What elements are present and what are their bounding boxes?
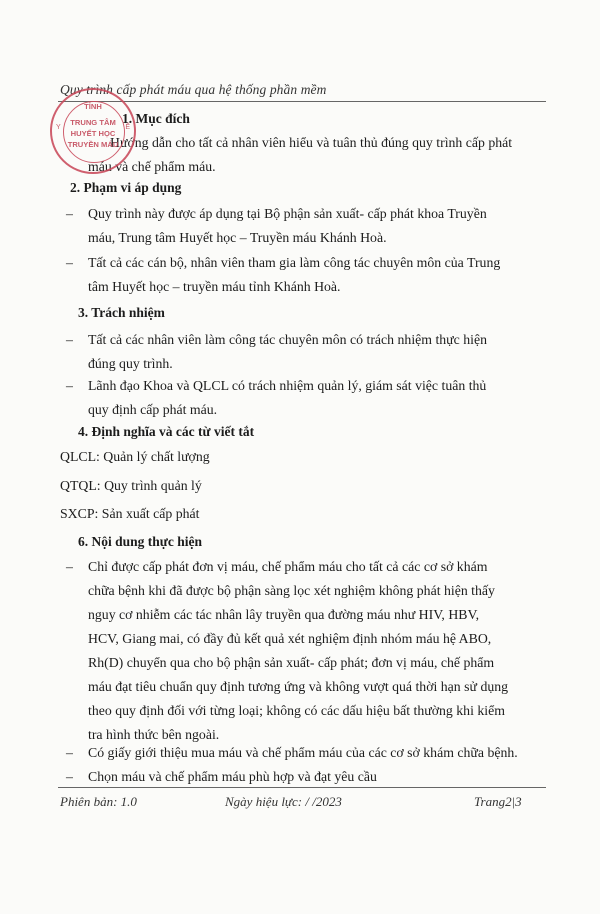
- section-1-line-1: Hướng dẫn cho tất cả nhân viên hiểu và tuân thủ đúng quy trình cấp phát: [110, 135, 513, 150]
- section-2-heading: 2. Phạm vi áp dụng: [70, 180, 182, 195]
- header-title: Quy trình cấp phát máu qua hệ thống phần mềm: [60, 82, 327, 97]
- section-6-bullet-2-text: Có giấy giới thiệu mua máu và chế phẩm máu của các cơ sở khám chữa bệnh.: [88, 745, 518, 760]
- abbr-sxcp: SXCP: Sản xuất cấp phát: [60, 506, 200, 521]
- footer-version: Phiên bản: 1.0: [60, 794, 137, 809]
- section-2-bullet-1-line-1: Quy trình này được áp dụng tại Bộ phận sản xuất- cấp phát khoa Truyền: [88, 206, 487, 221]
- section-3-bullet-2-line-1: Lãnh đạo Khoa và QLCL có trách nhiệm quản lý, giám sát việc tuân thủ: [88, 378, 487, 393]
- section-4-heading: 4. Định nghĩa và các từ viết tắt: [78, 424, 255, 439]
- bullet-dash: –: [66, 769, 73, 784]
- stamp-line-2: TRUNG TÂM: [70, 118, 116, 127]
- footer-page-number: Trang2|3: [474, 794, 522, 809]
- bullet-dash: –: [66, 559, 73, 574]
- section-6-bullet-1-line-1: Chỉ được cấp phát đơn vị máu, chế phẩm máu cho tất cả các cơ sở khám: [88, 559, 488, 574]
- section-2-bullet-2-line-2: tâm Huyết học – truyền máu tỉnh Khánh Hoà.: [88, 279, 341, 294]
- section-6-bullet-1-line-3: nguy cơ nhiễm các tác nhân lây truyền qua đường máu như HIV, HBV,: [88, 607, 480, 622]
- section-1-heading: 1. Mục đích: [122, 111, 190, 126]
- section-3-bullet-1-line-1: Tất cả các nhân viên làm công tác chuyên môn có trách nhiệm thực hiện: [88, 332, 487, 347]
- bullet-dash: –: [66, 378, 73, 393]
- bullet-dash: –: [66, 332, 73, 347]
- section-3-bullet-2-line-2: quy định cấp phát máu.: [88, 402, 218, 417]
- section-6-bullet-2: [66, 741, 518, 765]
- stamp-line-3: HUYẾT HỌC: [70, 129, 116, 138]
- section-6-bullet-3-text: Chọn máu và chế phẩm máu phù hợp và đạt yêu cầu: [88, 769, 377, 784]
- section-6-bullet-1: [66, 555, 509, 747]
- section-2-bullet-1-line-2: máu, Trung tâm Huyết học – Truyền máu Khánh Hoà.: [88, 230, 387, 245]
- stamp-line-1: TỈNH: [84, 102, 102, 111]
- section-1-line-2: máu và chế phẩm máu.: [88, 159, 216, 174]
- section-6-bullet-1-line-5: Rh(D) chuyển qua cho bộ phận sản xuất- cấp phát; đơn vị máu, chế phẩm: [88, 655, 495, 670]
- stamp-right-letter: Ế: [125, 124, 130, 131]
- section-6-bullet-3: [66, 765, 377, 789]
- bullet-dash: –: [66, 206, 73, 221]
- section-3-bullet-1: [66, 328, 487, 376]
- section-3-bullet-2: [66, 374, 487, 422]
- section-3-heading: 3. Trách nhiệm: [78, 305, 165, 320]
- bullet-dash: –: [66, 255, 73, 270]
- section-6-bullet-1-line-4: HCV, Giang mai, có đầy đủ kết quả xét nghiệm định nhóm máu hệ ABO,: [88, 631, 492, 646]
- section-2-bullet-2: [66, 251, 501, 299]
- section-3-bullet-1-line-2: đúng quy trình.: [88, 356, 173, 371]
- section-6-bullet-1-line-8: tra hình thức bên ngoài.: [88, 727, 220, 742]
- abbr-qtql: QTQL: Quy trình quản lý: [60, 478, 202, 493]
- stamp-left-letter: Y: [56, 124, 61, 131]
- section-6-bullet-1-line-6: máu đạt tiêu chuẩn quy định tương ứng và không vượt quá thời hạn sử dụng: [88, 679, 509, 694]
- section-6-heading: 6. Nội dung thực hiện: [78, 534, 203, 549]
- section-6-bullet-1-line-2: chữa bệnh khi đã được bộ phận sàng lọc xét nghiệm không phát hiện thấy: [88, 583, 495, 598]
- abbr-qlcl: QLCL: Quản lý chất lượng: [60, 449, 210, 464]
- footer-effective-date: Ngày hiệu lực: / /2023: [225, 794, 342, 809]
- official-stamp: [50, 88, 136, 174]
- section-6-bullet-1-line-7: theo quy định đối với từng loại; không có các dấu hiệu bất thường khi kiểm: [88, 703, 505, 718]
- section-2-bullet-1: [66, 202, 487, 250]
- stamp-line-4: TRUYỀN MÁU: [67, 140, 119, 149]
- bullet-dash: –: [66, 745, 73, 760]
- section-2-bullet-2-line-1: Tất cả các cán bộ, nhân viên tham gia làm công tác chuyên môn của Trung: [88, 255, 501, 270]
- footer-divider: [58, 787, 546, 788]
